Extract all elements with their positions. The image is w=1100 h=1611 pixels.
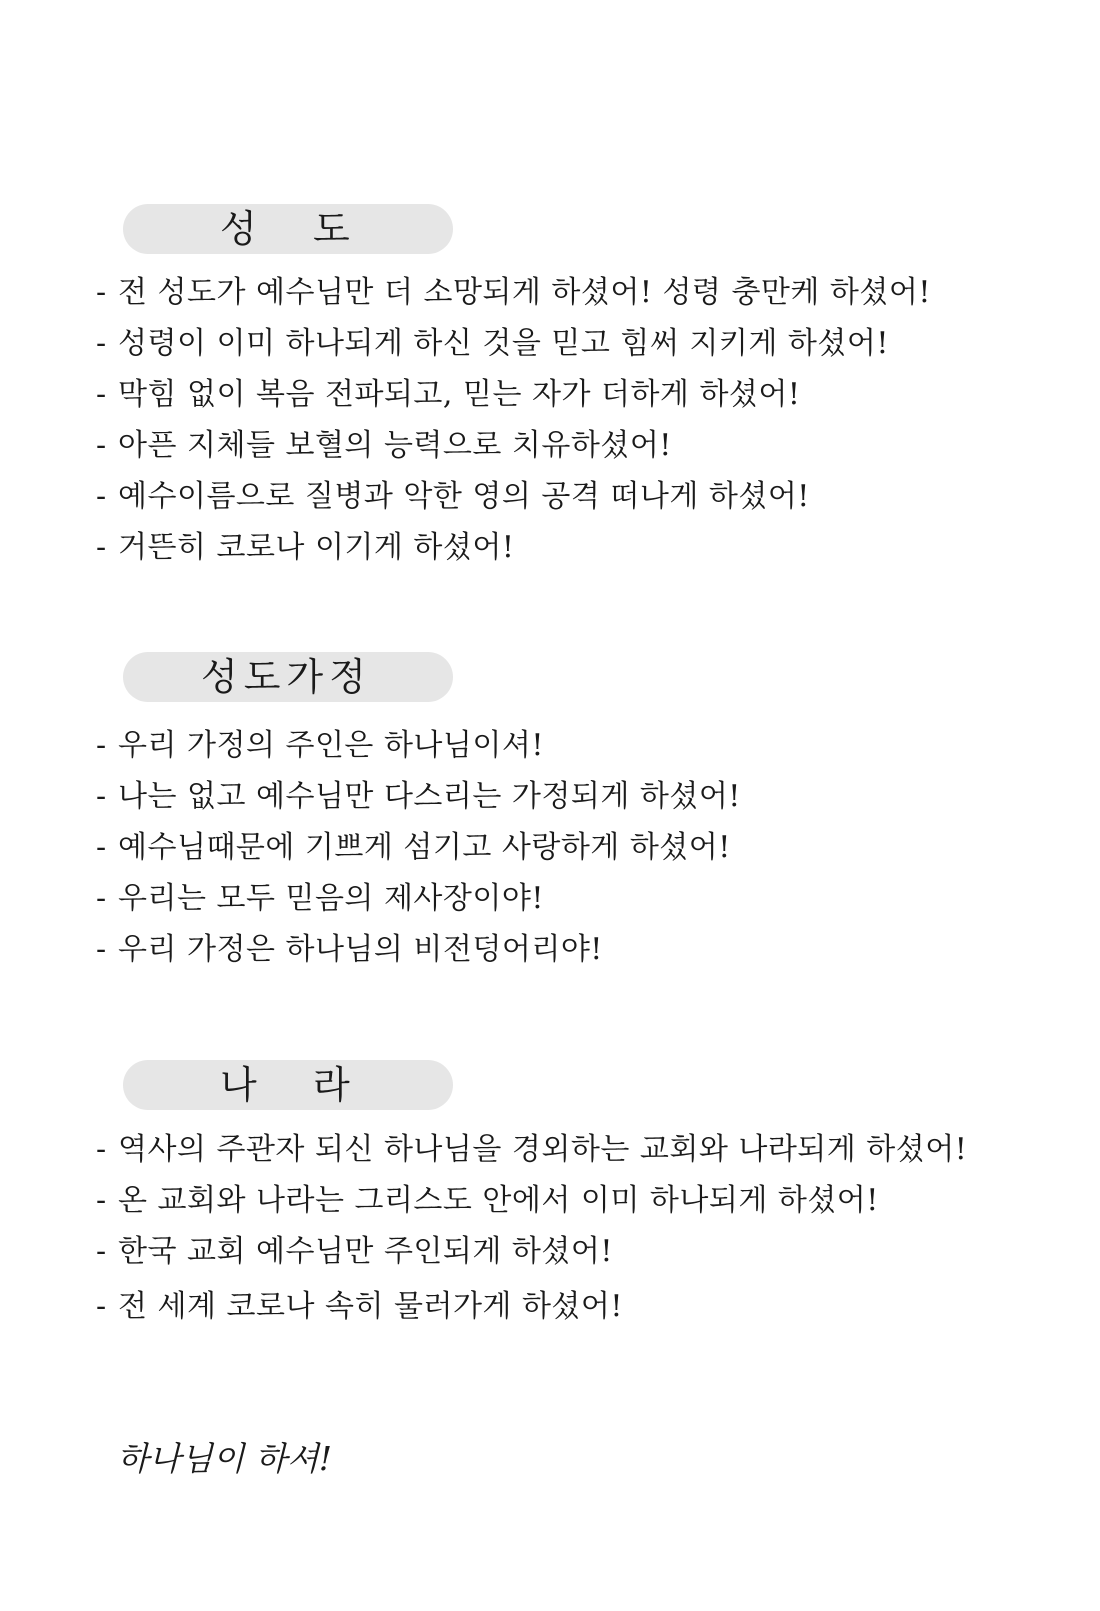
list-item bbox=[96, 1175, 967, 1226]
dash: - bbox=[96, 326, 107, 361]
prayer-text: 예수이름으로 질병과 악한 영의 공격 떠나게 하셨어! bbox=[118, 479, 810, 514]
section-title-char-1: 성 bbox=[220, 207, 261, 251]
list-item bbox=[96, 720, 741, 771]
dash: - bbox=[96, 779, 107, 814]
prayer-text: 우리는 모두 믿음의 제사장이야! bbox=[118, 881, 544, 916]
list-item bbox=[96, 522, 931, 573]
list-item bbox=[96, 471, 931, 522]
closing-line: 하나님이 하셔! bbox=[117, 1439, 333, 1478]
prayer-text: 막힘 없이 복음 전파되고, 믿는 자가 더하게 하셨어! bbox=[118, 377, 801, 412]
list-item bbox=[96, 822, 741, 873]
list-item bbox=[96, 1226, 967, 1277]
list-item bbox=[96, 1281, 967, 1332]
list-item bbox=[96, 267, 931, 318]
prayer-text: 예수님때문에 기쁘게 섬기고 사랑하게 하셨어! bbox=[118, 830, 731, 865]
list-item bbox=[96, 924, 741, 975]
dash: - bbox=[96, 881, 107, 916]
dash: - bbox=[96, 830, 107, 865]
prayer-text: 우리 가정은 하나님의 비전덩어리야! bbox=[118, 932, 603, 967]
prayer-text: 거뜬히 코로나 이기게 하셨어! bbox=[118, 530, 515, 565]
dash: - bbox=[96, 1132, 107, 1167]
prayer-text: 성령이 이미 하나되게 하신 것을 믿고 힘써 지키게 하셨어! bbox=[118, 326, 889, 361]
prayer-text: 아픈 지체들 보혈의 능력으로 치유하셨어! bbox=[118, 428, 672, 463]
section-header-saints bbox=[123, 204, 453, 254]
section-header-families bbox=[123, 652, 453, 702]
section-title-char-1: 나 bbox=[220, 1063, 261, 1107]
prayer-text: 우리 가정의 주인은 하나님이셔! bbox=[118, 728, 544, 763]
dash: - bbox=[96, 479, 107, 514]
prayer-list-nation bbox=[96, 1124, 967, 1332]
prayer-text: 역사의 주관자 되신 하나님을 경외하는 교회와 나라되게 하셨어! bbox=[118, 1132, 968, 1167]
dash: - bbox=[96, 530, 107, 565]
dash: - bbox=[96, 932, 107, 967]
dash: - bbox=[96, 1289, 107, 1324]
dash: - bbox=[96, 275, 107, 310]
list-item bbox=[96, 771, 741, 822]
prayer-text: 온 교회와 나라는 그리스도 안에서 이미 하나되게 하셨어! bbox=[118, 1183, 879, 1218]
dash: - bbox=[96, 1183, 107, 1218]
prayer-text: 나는 없고 예수님만 다스리는 가정되게 하셨어! bbox=[118, 779, 741, 814]
dash: - bbox=[96, 428, 107, 463]
prayer-text: 한국 교회 예수님만 주인되게 하셨어! bbox=[118, 1234, 613, 1269]
dash: - bbox=[96, 1234, 107, 1269]
list-item bbox=[96, 318, 931, 369]
list-item bbox=[96, 1124, 967, 1175]
section-title-char-2: 라 bbox=[313, 1063, 354, 1107]
prayer-list-families bbox=[96, 720, 741, 975]
prayer-text: 전 성도가 예수님만 더 소망되게 하셨어! 성령 충만케 하셨어! bbox=[118, 275, 931, 310]
prayer-list-saints bbox=[96, 267, 931, 573]
section-title-char-2: 도 bbox=[313, 207, 354, 251]
list-item bbox=[96, 369, 931, 420]
prayer-text: 전 세계 코로나 속히 물러가게 하셨어! bbox=[118, 1289, 623, 1324]
dash: - bbox=[96, 728, 107, 763]
section-title: 성도가정 bbox=[201, 655, 372, 699]
list-item bbox=[96, 873, 741, 924]
section-header-nation bbox=[123, 1060, 453, 1110]
dash: - bbox=[96, 377, 107, 412]
list-item bbox=[96, 420, 931, 471]
